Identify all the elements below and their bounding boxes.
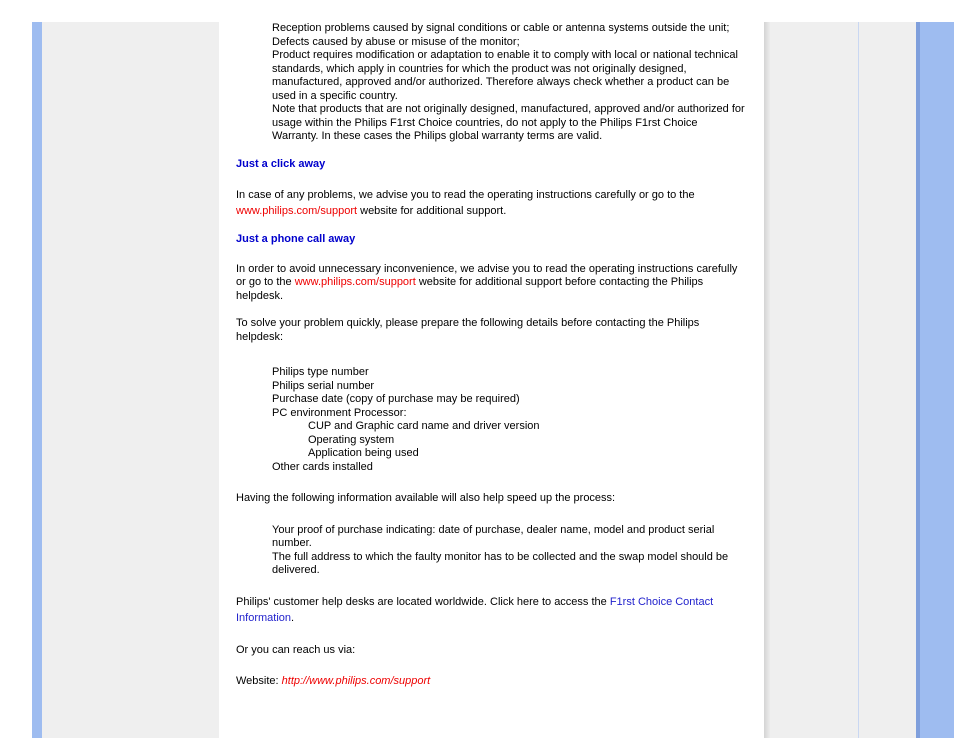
prepare-item: Philips type number xyxy=(272,366,369,378)
also-help-item: The full address to which the faulty monitor has to be collected and the swap model should be delivered. xyxy=(272,550,729,576)
click-away-text: In case of any problems, we advise you to read the operating instructions carefully or go to the xyxy=(236,189,695,201)
page-frame xyxy=(0,22,954,738)
prepare-item: Purchase date (copy of purchase may be required) xyxy=(272,393,520,405)
phone-away-paragraph xyxy=(236,263,746,304)
also-help-item: Your proof of purchase indicating: date of purchase, dealer name, model and product serial number. xyxy=(272,523,715,549)
helpdesk-text-end: . xyxy=(291,611,295,624)
website-link[interactable]: http://www.philips.com/support xyxy=(281,675,431,687)
support-link[interactable]: www.philips.com/support xyxy=(236,205,358,217)
also-help-list xyxy=(236,524,746,578)
prepare-item: Philips serial number xyxy=(272,379,375,392)
prepare-list xyxy=(236,366,746,474)
prepare-item: PC environment Processor: xyxy=(272,406,407,419)
left-margin xyxy=(42,22,219,738)
prepare-sub-item: Operating system xyxy=(308,433,395,446)
prepare-sub-item: CUP and Graphic card name and driver version xyxy=(308,420,540,432)
section-heading-phone: Just a phone call away xyxy=(236,233,356,245)
website-label: Website: xyxy=(236,675,282,687)
first-choice-contact-link[interactable]: F1rst Choice Contact Information xyxy=(236,595,714,624)
phone-away-text-end: website for additional support before contacting the Philips helpdesk. xyxy=(236,276,704,302)
website-line xyxy=(236,675,746,689)
helpdesk-paragraph xyxy=(236,594,746,626)
warranty-exclusions xyxy=(236,22,746,144)
exclusion-item: Note that products that are not originally designed, manufactured, approved and/or authorized for usage within the Philips F1rst Choice countries, do not apply to the Philips F1rst Choice Warranty. In these cases the Philips global warranty terms are valid. xyxy=(272,103,745,142)
content-inner xyxy=(236,22,746,689)
prepare-item: Other cards installed xyxy=(272,460,373,473)
prepare-intro: To solve your problem quickly, please prepare the following details before contacting the Philips helpdesk: xyxy=(236,317,700,343)
reach-us-text: Or you can reach us via: xyxy=(236,643,356,656)
section-heading-click: Just a click away xyxy=(236,157,326,170)
phone-away-text: In order to avoid unnecessary inconvenience, we advise you to read the operating instructions carefully or go to the xyxy=(236,262,738,288)
support-link[interactable]: www.philips.com/support xyxy=(294,276,416,288)
right-margin xyxy=(770,22,916,738)
exclusion-item: Defects caused by abuse or misuse of the monitor; xyxy=(272,35,520,48)
click-away-paragraph xyxy=(236,187,746,219)
helpdesk-text: Philips' customer help desks are located worldwide. Click here to access the xyxy=(236,595,610,608)
left-accent-bar xyxy=(32,22,42,738)
right-accent-bar xyxy=(920,22,954,738)
right-divider xyxy=(858,22,859,738)
exclusion-item: Product requires modification or adaptation to enable it to comply with local or national technical standards, which apply in countries for which the product was not originally designed, manufactured, approved and/or authorized. Therefore always check whether a product can be used in a specific country. xyxy=(272,49,738,102)
exclusion-item: Reception problems caused by signal conditions or cable or antenna systems outside the unit; xyxy=(272,22,730,34)
document-content xyxy=(219,22,764,738)
also-help-intro: Having the following information available will also help speed up the process: xyxy=(236,492,616,504)
click-away-text-end: website for additional support. xyxy=(357,205,507,217)
prepare-sub-item: Application being used xyxy=(308,447,419,459)
